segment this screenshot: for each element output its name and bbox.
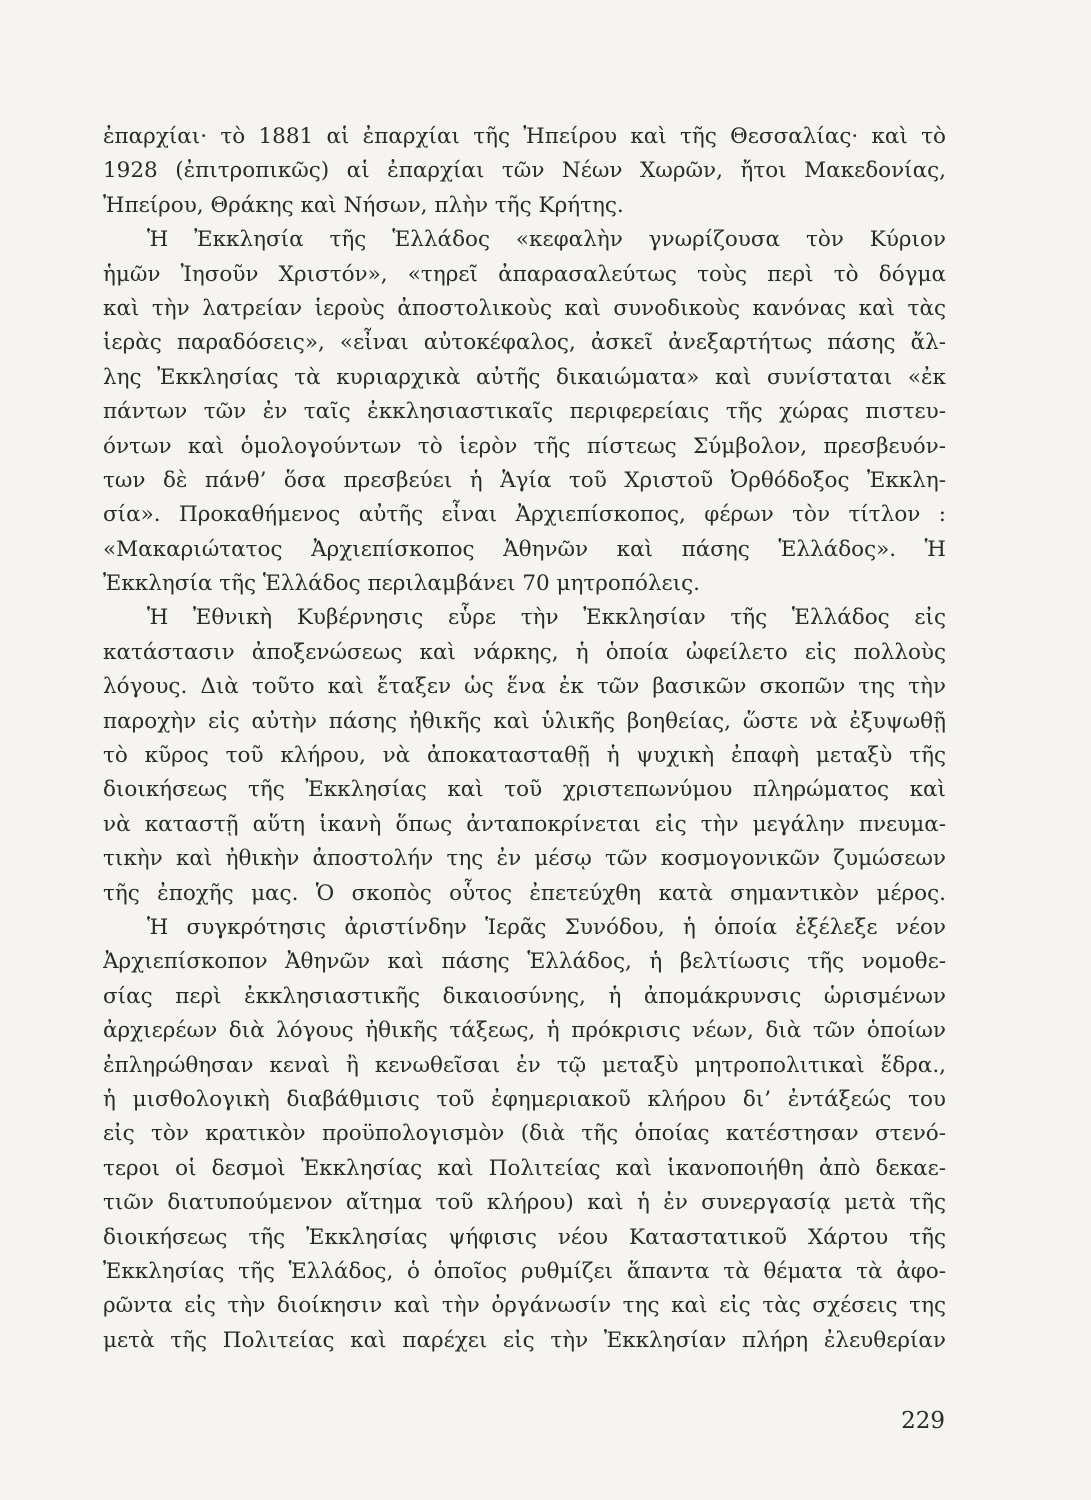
text-line: τεροι οἱ δεσμοὶ Ἐκκλησίας καὶ Πολιτείας καὶ ἱκανοποιήθη ἀπὸ δεκαε- xyxy=(103,1155,946,1181)
text-line: ρῶντα εἰς τὴν διοίκησιν καὶ τὴν ὀργάνωσίν της καὶ εἰς τὰς σχέσεις της xyxy=(103,1293,946,1319)
text-line: Ἐκκλησία τῆς Ἑλλάδος περιλαμβάνει 70 μητροπόλεις. xyxy=(103,571,701,597)
body-text xyxy=(103,120,946,1358)
text-line: ἐπληρώθησαν κεναὶ ἢ κενωθεῖσαι ἐν τῷ μεταξὺ μητροπολιτικαὶ ἕδρα., xyxy=(103,1052,946,1078)
text-line: καὶ τὴν λατρείαν ἱεροὺς ἀποστολικοὺς καὶ συνοδικοὺς κανόνας καὶ τὰς xyxy=(103,295,946,321)
page-number: 229 xyxy=(901,1408,945,1434)
text-line: «Μακαριώτατος Ἀρχιεπίσκοπος Ἀθηνῶν καὶ πάσης Ἑλλάδος». Ἡ xyxy=(103,536,946,562)
text-line: διοικήσεως τῆς Ἐκκλησίας ψήφισις νέου Καταστατικοῦ Χάρτου τῆς xyxy=(103,1224,946,1250)
text-line: τῆς ἐποχῆς μας. Ὁ σκοπὸς οὗτος ἐπετεύχθη κατὰ σημαντικὸν μέρος. xyxy=(103,880,946,906)
text-line: ἡμῶν Ἰησοῦν Χριστόν», «τηρεῖ ἀπαρασαλεύτως τοὺς περὶ τὸ δόγμα xyxy=(103,261,946,287)
text-line: Ἠπείρου, Θράκης καὶ Νήσων, πλὴν τῆς Κρήτης. xyxy=(103,192,624,218)
text-line: Ἐκκλησίας τῆς Ἑλλάδος, ὁ ὁποῖος ρυθμίζει ἅπαντα τὰ θέματα τὰ ἀφο- xyxy=(103,1258,946,1284)
text-line: ἐπαρχίαι· τὸ 1881 αἱ ἐπαρχίαι τῆς Ἠπείρου καὶ τῆς Θεσσαλίας· καὶ τὸ xyxy=(103,124,946,149)
text-line: όντων καὶ ὁμολογούντων τὸ ἱερὸν τῆς πίστεως Σύμβολον, πρεσβευόν- xyxy=(103,433,946,459)
text-line: Ἡ συγκρότησις ἀριστίνδην Ἱερᾶς Συνόδου, ἡ ὁποία ἐξέλεξε νέον xyxy=(147,914,946,940)
text-line: τικὴν καὶ ἠθικὴν ἀποστολήν της ἐν μέσῳ τῶν κοσμογονικῶν ζυμώσεων xyxy=(103,846,946,872)
text-line: διοικήσεως τῆς Ἐκκλησίας καὶ τοῦ χριστεπωνύμου πληρώματος καὶ xyxy=(103,777,946,803)
text-line: ἡ μισθολογικὴ διαβάθμισις τοῦ ἐφημεριακοῦ κλήρου δι’ ἐντάξεώς του xyxy=(103,1086,946,1112)
text-line: τὸ κῦρος τοῦ κλήρου, νὰ ἀποκατασταθῇ ἡ ψυχικὴ ἐπαφὴ μεταξὺ τῆς xyxy=(103,743,946,769)
text-line: κατάστασιν ἀποξενώσεως καὶ νάρκης, ἡ ὁποία ὠφείλετο εἰς πολλοὺς xyxy=(103,639,946,665)
text-line: μετὰ τῆς Πολιτείας καὶ παρέχει εἰς τὴν Ἐκκλησίαν πλήρη ἐλευθερίαν xyxy=(103,1327,946,1353)
text-line: ἀρχιερέων διὰ λόγους ἠθικῆς τάξεως, ἡ πρόκρισις νέων, διὰ τῶν ὁποίων xyxy=(103,1018,946,1044)
text-line: τιῶν διατυπούμενον αἴτημα τοῦ κλήρου) καὶ ἡ ἐν συνεργασίᾳ μετὰ τῆς xyxy=(103,1190,946,1216)
text-line: παροχὴν εἰς αὐτὴν πάσης ἠθικῆς καὶ ὑλικῆς βοηθείας, ὥστε νὰ ἐξυψωθῇ xyxy=(103,708,946,734)
text-line: Ἀρχιεπίσκοπον Ἀθηνῶν καὶ πάσης Ἑλλάδος, ἡ βελτίωσις τῆς νομοθε- xyxy=(103,949,946,975)
text-line: των δὲ πάνθ’ ὅσα πρεσβεύει ἡ Ἁγία τοῦ Χριστοῦ Ὀρθόδοξος Ἐκκλη- xyxy=(103,467,946,493)
text-line: ἱερὰς παραδόσεις», «εἶναι αὐτοκέφαλος, ἀσκεῖ ἀνεξαρτήτως πάσης ἄλ- xyxy=(103,330,946,356)
text-line: εἰς τὸν κρατικὸν προϋπολογισμὸν (διὰ τῆς ὁποίας κατέστησαν στενό- xyxy=(103,1121,946,1147)
text-line: λης Ἐκκλησίας τὰ κυριαρχικὰ αὐτῆς δικαιώματα» καὶ συνίσταται «ἐκ xyxy=(103,364,946,390)
text-line: νὰ καταστῇ αὕτη ἱκανὴ ὅπως ἀνταποκρίνεται εἰς τὴν μεγάλην πνευμα- xyxy=(103,811,946,837)
text-line: σίας περὶ ἐκκλησιαστικῆς δικαιοσύνης, ἡ ἀπομάκρυνσις ὡρισμένων xyxy=(103,983,946,1009)
text-line: 1928 (ἐπιτροπικῶς) αἱ ἐπαρχίαι τῶν Νέων Χωρῶν, ἤτοι Μακεδονίας, xyxy=(103,158,946,184)
text-line: Ἡ Ἐκκλησία τῆς Ἑλλάδος «κεφαλὴν γνωρίζουσα τὸν Κύριον xyxy=(147,227,946,253)
text-line: πάντων τῶν ἐν ταῖς ἐκκλησιαστικαῖς περιφερείαις τῆς χώρας πιστευ- xyxy=(103,399,946,425)
text-line: Ἡ Ἐθνικὴ Κυβέρνησις εὗρε τὴν Ἐκκλησίαν τῆς Ἑλλάδος εἰς xyxy=(147,605,946,631)
text-line: σία». Προκαθήμενος αὐτῆς εἶναι Ἀρχιεπίσκοπος, φέρων τὸν τίτλον : xyxy=(103,502,946,528)
text-line: λόγους. Διὰ τοῦτο καὶ ἔταξεν ὡς ἕνα ἐκ τῶν βασικῶν σκοπῶν της τὴν xyxy=(103,674,946,700)
